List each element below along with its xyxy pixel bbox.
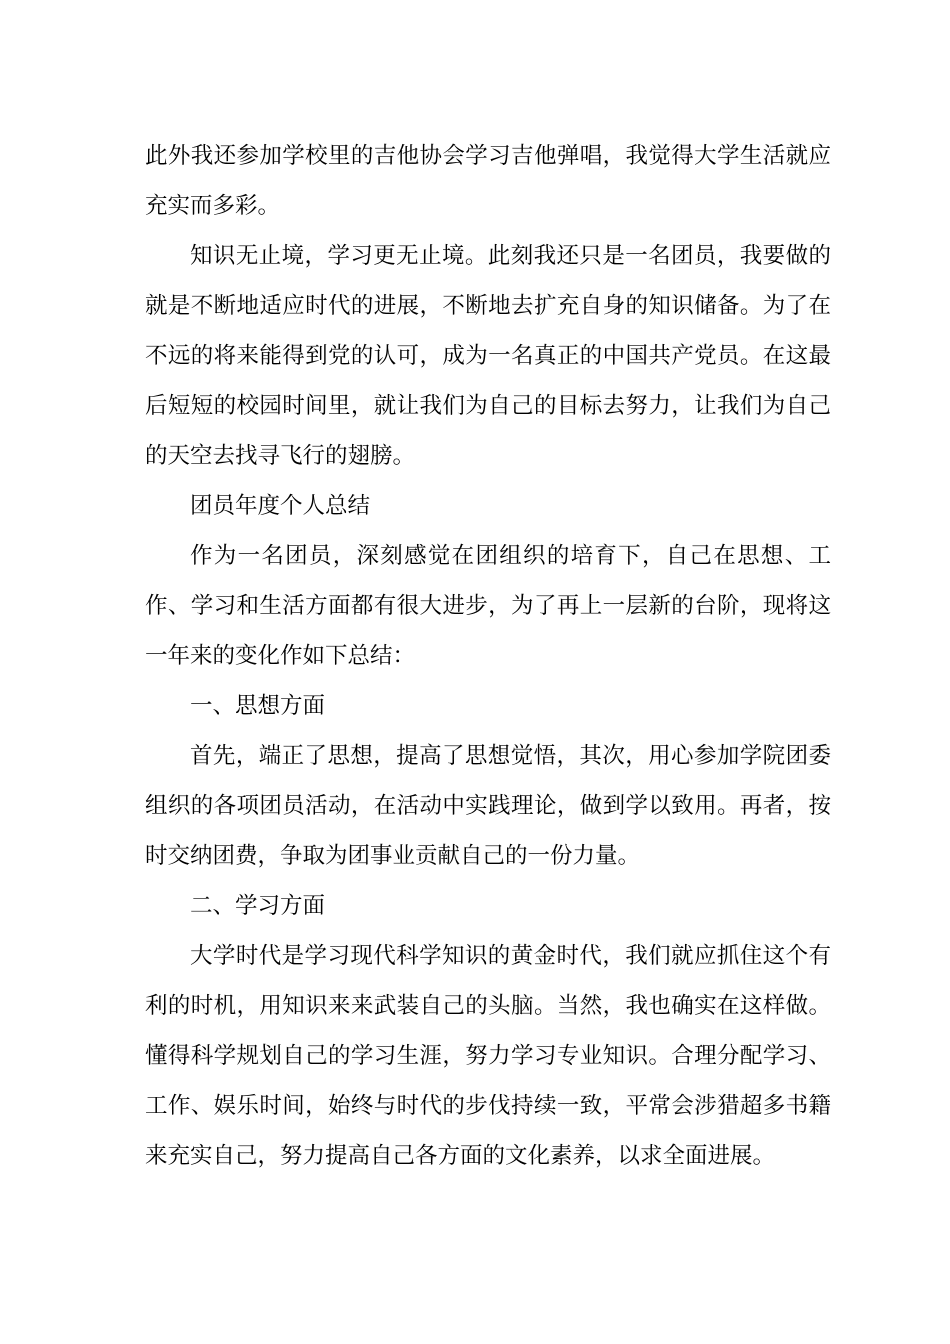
paragraph-guitar-club: 此外我还参加学校里的吉他协会学习吉他弹唱，我觉得大学生活就应充实而多彩。 bbox=[145, 143, 831, 219]
heading-study: 二、学习方面 bbox=[190, 893, 326, 919]
heading-thought: 一、思想方面 bbox=[190, 693, 326, 719]
document-body bbox=[145, 131, 831, 1181]
paragraph-intro: 作为一名团员，深刻感觉在团组织的培育下，自己在思想、工作、学习和生活方面都有很大进步，为了再上一层新的台阶，现将这一年来的变化作如下总结： bbox=[145, 543, 831, 669]
paragraph-knowledge: 知识无止境，学习更无止境。此刻我还只是一名团员，我要做的就是不断地适应时代的进展，不断地去扩充自身的知识储备。为了在不远的将来能得到党的认可，成为一名真正的中国共产党员。在这最后短短的校园时间里，就让我们为自己的目标去努力，让我们为自己的天空去找寻飞行的翅膀。 bbox=[145, 243, 831, 469]
paragraph-study: 大学时代是学习现代科学知识的黄金时代，我们就应抓住这个有利的时机，用知识来来武装自己的头脑。当然，我也确实在这样做。懂得科学规划自己的学习生涯，努力学习专业知识。合理分配学习、工作、娱乐时间，始终与时代的步伐持续一致，平常会涉猎超多书籍来充实自己，努力提高自己各方面的文化素养，以求全面进展。 bbox=[145, 943, 831, 1169]
section-title: 团员年度个人总结 bbox=[190, 493, 371, 519]
paragraph-thought: 首先，端正了思想，提高了思想觉悟，其次，用心参加学院团委组织的各项团员活动，在活动中实践理论，做到学以致用。再者，按时交纳团费，争取为团事业贡献自己的一份力量。 bbox=[145, 743, 831, 869]
